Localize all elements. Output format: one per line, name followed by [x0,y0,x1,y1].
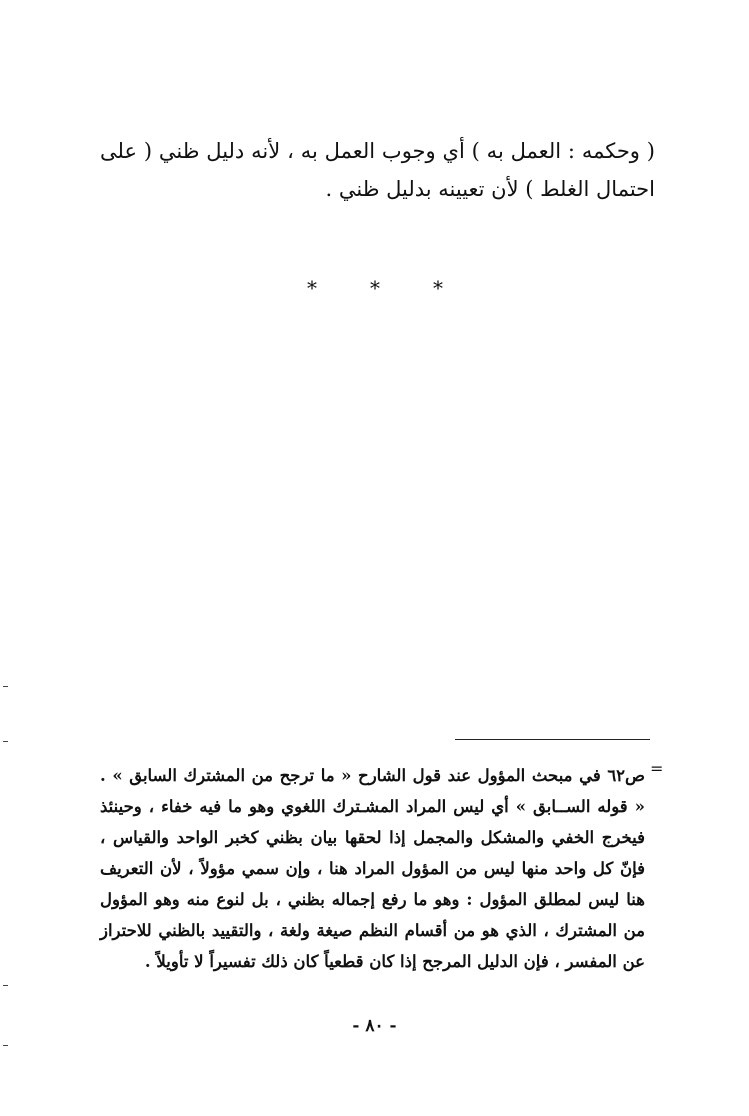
footnote-divider [455,739,650,740]
footnote-block [100,760,645,977]
separator-star: * [370,276,380,300]
main-paragraph: ( وحكمه : العمل به ) أي وجوب العمل به ، لأنه دليل ظني ( على احتمال الغلط ) لأن تعيينه بدليل ظني . [100,139,655,201]
scan-edge-mark [3,1045,8,1046]
footnote-paragraph: ص٦٢ في مبحث المؤول عند قول الشارح « ما ترجح من المشترك السابق » . « قوله الســابق » أي ليس المراد المشـترك اللغوي وهو ما فيه خفاء ، وحينئذ فيخرج الخفي والمشكل والمجمل إذا لحقها بيان بظني كخبر الواحد والقياس ، فإنّ كل واحد منها ليس من المؤول المراد هنا ، وإن سمي مؤولاً ، لأن التعريف هنا ليس لمطلق المؤول : وهو ما رفع إجماله بظني ، بل لنوع منه وهو المؤول من المشترك ، الذي هو من أقسام النظم صيغة ولغة ، والتقييد بالظني للاحتراز عن المفسر ، فإن الدليل المرجح إذا كان قطعياً كان ذلك تفسيراً لا تأويلاً . [100,766,645,971]
section-separator [300,276,450,300]
scan-edge-mark [3,985,8,986]
separator-star: * [307,276,317,300]
footnote-continuation-marker: = [650,759,664,778]
scan-edge-mark [3,686,8,687]
separator-star: * [433,276,443,300]
main-text-block [100,132,655,208]
scan-edge-mark [3,741,8,742]
page-number: - ٨٠ - [352,1016,397,1036]
